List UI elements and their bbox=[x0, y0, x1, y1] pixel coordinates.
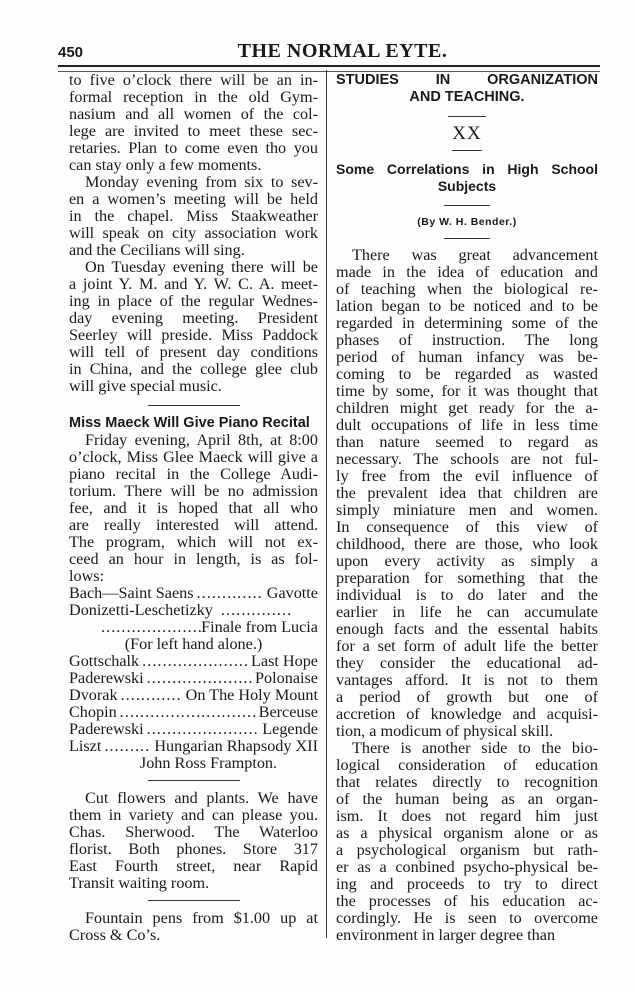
article-title bbox=[336, 161, 598, 195]
leader-dots bbox=[121, 687, 183, 704]
text-line: er as a conbined psycho-physical be- bbox=[336, 858, 598, 876]
recital-program bbox=[69, 585, 318, 755]
piece: Gavotte bbox=[266, 584, 318, 602]
text-line: logical consideration of education bbox=[336, 756, 598, 774]
text-line: childhood, there are those, who look bbox=[336, 535, 598, 553]
text-line: will tell of present day conditions bbox=[69, 343, 318, 361]
text-line: a period of growth but one of bbox=[336, 688, 598, 706]
title-divider bbox=[452, 150, 482, 151]
text-line: ism. It does not regard him just bbox=[336, 807, 598, 825]
column-divider bbox=[326, 70, 327, 938]
text-line: en a women’s meeting will be held bbox=[69, 190, 318, 208]
text-line: On Tuesday evening there will be bbox=[85, 258, 318, 276]
text-line: o’clock, Miss Glee Maeck will give a bbox=[69, 448, 318, 466]
article-paragraph-2 bbox=[336, 740, 598, 944]
running-title: THE NORMAL EYTE. bbox=[237, 40, 448, 62]
text-line: piano recital in the College Audi- bbox=[69, 465, 318, 483]
piece: Hungarian Rhapsody XII bbox=[154, 737, 318, 755]
piece: Polonaise bbox=[255, 669, 318, 687]
leader-dots bbox=[147, 721, 260, 738]
text-line: nasium and all women of the col- bbox=[69, 105, 318, 123]
series-title-line: STUDIES IN ORGANIZATION bbox=[336, 72, 598, 88]
text-line: lows: bbox=[69, 567, 105, 585]
text-line: a psychological organism but rath- bbox=[336, 841, 598, 859]
ad-flowers bbox=[69, 790, 318, 892]
text-line: ly free from the evil influence of bbox=[336, 467, 598, 485]
leader-dots bbox=[120, 704, 256, 721]
program-item bbox=[69, 687, 318, 704]
title-divider bbox=[444, 205, 490, 206]
piece: On The Holy Mount bbox=[185, 686, 318, 704]
paragraph-reception bbox=[69, 72, 318, 174]
text-line: florist. Both phones. Store 317 bbox=[69, 840, 318, 858]
text-line: upon every activity as simply a bbox=[336, 552, 598, 570]
text-line: they consider the educational ad- bbox=[336, 654, 598, 672]
paragraph-tuesday bbox=[69, 259, 318, 395]
recital-heading: Miss Maeck Will Give Piano Recital bbox=[69, 415, 310, 431]
program-item bbox=[69, 585, 318, 602]
text-line: lation began to be noticed and to be bbox=[336, 297, 598, 315]
program-item bbox=[69, 721, 318, 738]
program-item bbox=[69, 738, 318, 755]
text-line: In consequence of this view of bbox=[336, 518, 598, 536]
text-line: a joint Y. M. and Y. W. C. A. meet- bbox=[69, 275, 318, 293]
text-line: retaries. Plan to come even tho you bbox=[69, 139, 318, 157]
section-divider bbox=[148, 405, 240, 406]
composer: Dvorak bbox=[69, 686, 118, 704]
byline: (By W. H. Bender.) bbox=[417, 216, 517, 228]
title-divider bbox=[444, 238, 490, 239]
composer: Donizetti-Leschetizky bbox=[69, 601, 213, 619]
text-line: vantages afford. It is not to them bbox=[336, 671, 598, 689]
text-line: time by some, for it was thought that bbox=[336, 382, 598, 400]
text-line: and the Cecilians will sing. bbox=[69, 241, 245, 259]
text-line: cordingly. He is seen to overcome bbox=[336, 909, 598, 927]
program-item bbox=[69, 653, 318, 670]
text-line: phases of instruction. The long bbox=[336, 331, 598, 349]
text-line: individual is to do later and the bbox=[336, 586, 598, 604]
text-line: Transit waiting room. bbox=[69, 874, 210, 892]
text-line: in China, and the college glee club bbox=[69, 360, 318, 378]
program-item bbox=[69, 602, 318, 619]
text-line: enough facts and the essental habits bbox=[336, 620, 598, 638]
text-line: made in the idea of education and bbox=[336, 263, 598, 281]
text-line: day evening meeting. President bbox=[69, 309, 318, 327]
text-line: simply miniature men and women. bbox=[336, 501, 598, 519]
text-line: ing and proceeds to try to direct bbox=[336, 875, 598, 893]
text-line: as a physical organism alone or as bbox=[336, 824, 598, 842]
title-divider bbox=[448, 116, 486, 117]
text-line: lege are invited to meet these sec- bbox=[69, 122, 318, 140]
text-line: preparation for something that the bbox=[336, 569, 598, 587]
text-line: formal reception in the old Gym- bbox=[69, 88, 318, 106]
text-line: them in variety and can please you. bbox=[69, 806, 318, 824]
left-column bbox=[69, 72, 318, 944]
section-divider bbox=[148, 780, 240, 781]
text-line: Seerley will preside. Miss Paddock bbox=[69, 326, 318, 344]
series-title bbox=[336, 72, 598, 106]
program-item-cont bbox=[69, 619, 318, 636]
article-number: XX bbox=[452, 123, 482, 144]
text-line: earlier in life he can accumulate bbox=[336, 603, 598, 621]
text-line: to five o’clock there will be an in- bbox=[69, 71, 318, 89]
leader-dots bbox=[197, 585, 264, 602]
piece: Last Hope bbox=[251, 652, 318, 670]
series-title-line: AND TEACHING. bbox=[409, 89, 525, 105]
text-line: Cross & Co’s. bbox=[69, 926, 161, 944]
text-line: of the human being as an organ- bbox=[336, 790, 598, 808]
text-line: Cut flowers and plants. We have bbox=[85, 789, 318, 807]
text-line: fee, and it is hoped that all who bbox=[69, 499, 318, 517]
piece: Legende bbox=[262, 720, 318, 738]
text-line: can stay only a few moments. bbox=[69, 156, 262, 174]
composer: Chopin bbox=[69, 703, 117, 721]
text-line: environment in larger degree than bbox=[336, 926, 556, 944]
recital-signature: John Ross Frampton. bbox=[139, 754, 278, 772]
section-divider bbox=[148, 900, 240, 901]
text-line: dult occupations of life in less time bbox=[336, 416, 598, 434]
text-line: The program, which will not ex- bbox=[69, 533, 318, 551]
composer: Liszt bbox=[69, 737, 102, 755]
program-item bbox=[69, 670, 318, 687]
article-paragraph-1 bbox=[336, 247, 598, 740]
text-line: Monday evening from six to sev- bbox=[85, 173, 318, 191]
text-line: the prevalent idea that children are bbox=[336, 484, 598, 502]
paragraph-monday bbox=[69, 174, 318, 259]
leader-dots bbox=[147, 670, 252, 687]
text-line: period of human infancy was be- bbox=[336, 348, 598, 366]
text-line: East Fourth street, near Rapid bbox=[69, 857, 318, 875]
recital-body bbox=[69, 432, 318, 585]
text-line: the processes of his education ac- bbox=[336, 892, 598, 910]
text-line: for a set form of adult life the better bbox=[336, 637, 598, 655]
article-title-line: Some Correlations in High School bbox=[336, 161, 598, 177]
leader-dots bbox=[104, 738, 151, 755]
piece: Berceuse bbox=[258, 703, 318, 721]
text-line: necessary. The schools are not ful- bbox=[336, 450, 598, 468]
text-line: Friday evening, April 8th, at 8:00 bbox=[85, 431, 318, 449]
text-line: will speak on city association work bbox=[69, 224, 318, 242]
text-line: are really interested will attend. bbox=[69, 516, 318, 534]
piece: Finale from Lucia bbox=[201, 618, 318, 636]
article-title-line: Subjects bbox=[437, 178, 497, 194]
text-line: will give special music. bbox=[69, 377, 222, 395]
text-line: children might get ready for the a- bbox=[336, 399, 598, 417]
composer: Gottschalk bbox=[69, 652, 140, 670]
leader-dots bbox=[142, 653, 248, 670]
program-note: (For left hand alone.) bbox=[124, 635, 263, 653]
composer: Bach—Saint Saens bbox=[69, 584, 194, 602]
text-line: coming to be regarded as wasted bbox=[336, 365, 598, 383]
composer: Paderewski bbox=[69, 669, 144, 687]
text-line: ceed an hour in length, is as fol- bbox=[69, 550, 318, 568]
text-line: in the chapel. Miss Staakweather bbox=[69, 207, 318, 225]
composer: Paderewski bbox=[69, 720, 144, 738]
leader-dots bbox=[101, 619, 201, 636]
leader-dots bbox=[221, 602, 291, 619]
text-line: Chas. Sherwood. The Waterloo bbox=[69, 823, 318, 841]
text-line: ing in place of the regular Wednes- bbox=[69, 292, 318, 310]
text-line: that relates directly to recognition bbox=[336, 773, 598, 791]
page-number: 450 bbox=[58, 44, 84, 61]
text-line: torium. There will be no admission bbox=[69, 482, 318, 500]
right-column bbox=[336, 72, 598, 944]
text-line: Fountain pens from $1.00 up at bbox=[85, 909, 318, 927]
text-line: regarded in determining some of the bbox=[336, 314, 598, 332]
text-line: of teaching when the biological re- bbox=[336, 280, 598, 298]
text-line: There was great advancement bbox=[352, 246, 598, 264]
program-item bbox=[69, 704, 318, 721]
text-line: tion, a modicum of physical skill. bbox=[336, 722, 554, 740]
text-line: than nature seemed to regard as bbox=[336, 433, 598, 451]
text-line: accretion of knowledge and acquisi- bbox=[336, 705, 598, 723]
ad-fountain-pens bbox=[69, 910, 318, 944]
text-line: There is another side to the bio- bbox=[352, 739, 598, 757]
